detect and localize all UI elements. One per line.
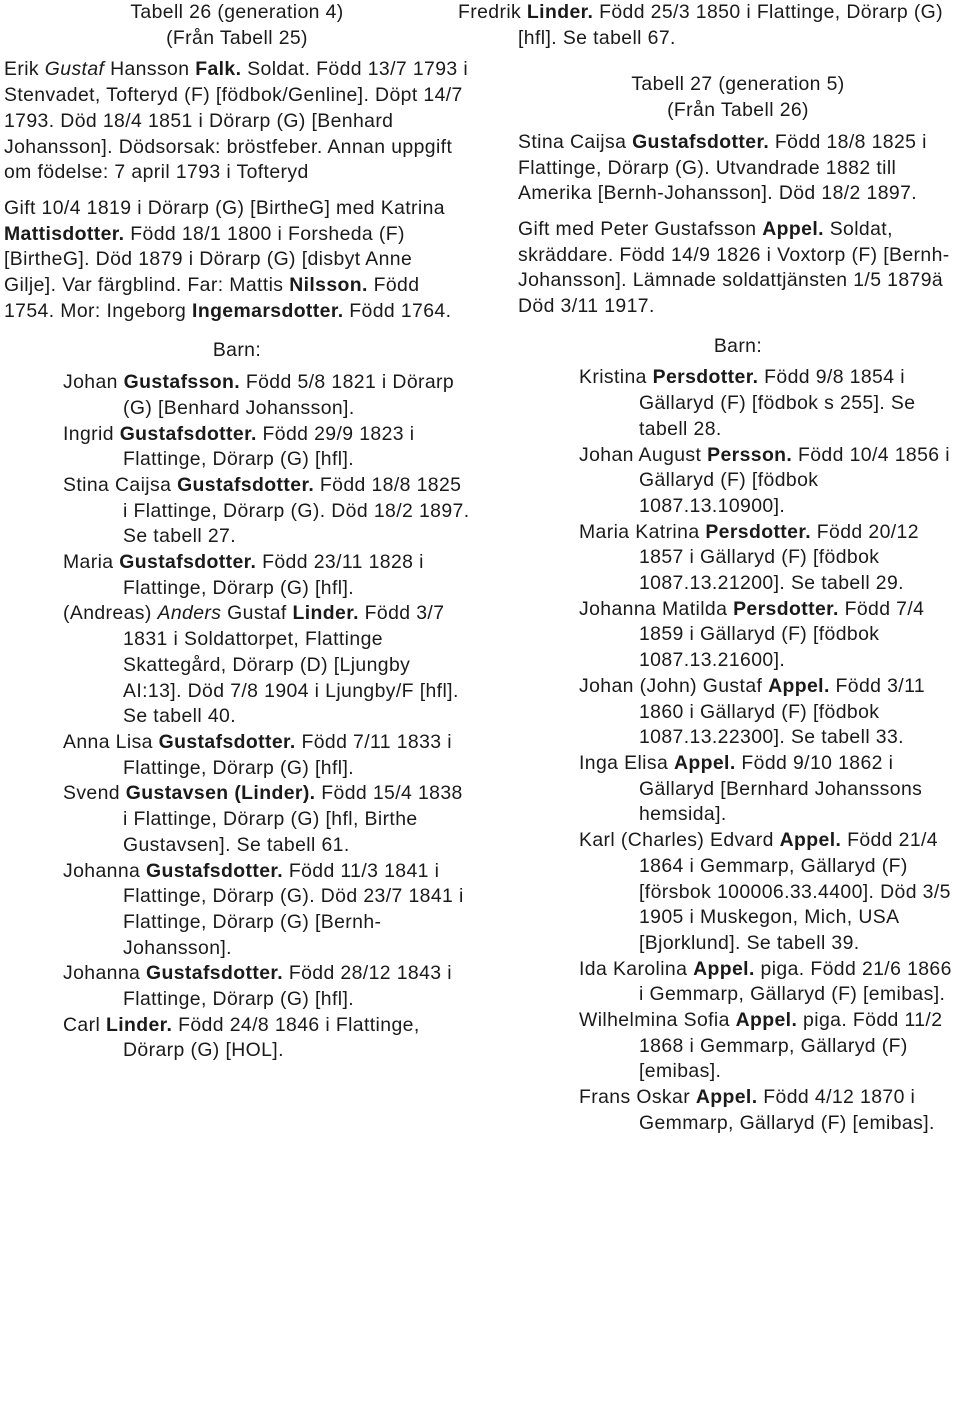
list-item: Johanna Matilda Persdotter. Född 7/4 1859 i Gällaryd (F) [födbok 1087.13.21600]. <box>579 597 925 672</box>
table-source: (Från Tabell 25) <box>166 26 308 49</box>
right-column <box>458 0 958 1137</box>
list-item: Johan Gustafsson. Född 5/8 1821 i Dörarp (G) [Benhard Johansson]. <box>63 371 455 419</box>
list-item: Johanna Gustafsdotter. Född 11/3 1841 i Flattinge, Dörarp (G). Död 23/7 1841 i Flattinge, Dörarp (G) [Bernh-Johansson]. <box>63 859 464 959</box>
marriage-entry: Gift med Peter Gustafsson Appel. Soldat, skräddare. Född 14/9 1826 i Voxtorp (F) [Bernh-Johansson]. Lämnade soldattjänsten 1/5 1879ä Död 3/11 1917. <box>518 217 950 318</box>
list-item: Carl Linder. Född 24/8 1846 i Flattinge, Dörarp (G) [HOL]. <box>63 1013 420 1062</box>
list-item: Maria Gustafsdotter. Född 23/11 1828 i Flattinge, Dörarp (G) [hfl]. <box>63 551 424 599</box>
children-list <box>518 365 958 1136</box>
list-item: Ida Karolina Appel. piga. Född 21/6 1866 i Gemmarp, Gällaryd (F) [emibas]. <box>579 957 952 1006</box>
list-item: Johan August Persson. Född 10/4 1856 i Gällaryd (F) [födbok 1087.13.10900]. <box>579 443 950 517</box>
list-item: Frans Oskar Appel. Född 4/12 1870 i Gemmarp, Gällaryd (F) [emibas]. <box>579 1086 935 1134</box>
list-item: (Andreas) Anders Gustaf Linder. Född 3/7 1831 i Soldattorpet, Flattinge Skattegård, Dörarp (D) [Ljungby AI:13]. Död 7/8 1904 i Ljungby/F [hfl]. Se tabell 40. <box>63 602 459 728</box>
list-item: Maria Katrina Persdotter. Född 20/12 1857 i Gällaryd (F) [födbok 1087.13.21200]. Se tabell 29. <box>579 520 919 595</box>
list-item: Johan (John) Gustaf Appel. Född 3/11 1860 i Gällaryd (F) [födbok 1087.13.22300]. Se tabell 33. <box>579 674 926 749</box>
continued-entry: Fredrik Linder. Född 25/3 1850 i Flattinge, Dörarp (G) [hfl]. Se tabell 67. <box>458 1 944 49</box>
list-item: Johanna Gustafsdotter. Född 28/12 1843 i Flattinge, Dörarp (G) [hfl]. <box>63 962 452 1011</box>
person-entry: Erik Gustaf Hansson Falk. Soldat. Född 13/7 1793 i Stenvadet, Tofteryd (F) [födbok/Genline]. Döpt 14/7 1793. Död 18/4 1851 i Dörarp (G) [Benhard Johansson]. Dödsorsak: bröstfeber. Annan uppgift om födelse: 7 april 1793 i Tofteryd <box>4 58 469 184</box>
list-item: Kristina Persdotter. Född 9/8 1854 i Gällaryd (F) [födbok s 255]. Se tabell 28. <box>579 366 916 440</box>
marriage-entry: Gift 10/4 1819 i Dörarp (G) [BirtheG] med Katrina Mattisdotter. Född 18/1 1800 i Forsheda (F) [BirtheG]. Död 1879 i Dörarp (G) [disbyt Anne Gilje]. Var färgblind. Far: Mattis Nilsson. Född 1754. Mor: Ingeborg Ingemarsdotter. Född 1764. <box>4 196 452 322</box>
list-item: Karl (Charles) Edvard Appel. Född 21/4 1864 i Gemmarp, Gällaryd (F) [försbok 100006.33.4400]. Död 3/5 1905 i Muskegon, Mich, USA [Bjorklund]. Se tabell 39. <box>579 829 951 954</box>
list-item: Anna Lisa Gustafsdotter. Född 7/11 1833 i Flattinge, Dörarp (G) [hfl]. <box>63 730 452 779</box>
list-item: Stina Caijsa Gustafsdotter. Född 18/8 1825 i Flattinge, Dörarp (G). Död 18/2 1897. Se tabell 27. <box>63 473 470 548</box>
left-column <box>4 0 470 1064</box>
children-heading: Barn: <box>713 334 763 357</box>
list-item: Wilhelmina Sofia Appel. piga. Född 11/2 1868 i Gemmarp, Gällaryd (F) [emibas]. <box>579 1009 943 1083</box>
table-source: (Från Tabell 26) <box>667 99 809 122</box>
table-heading: Tabell 26 (generation 4) <box>130 1 344 23</box>
person-entry: Stina Caijsa Gustafsdotter. Född 18/8 1825 i Flattinge, Dörarp (G). Utvandrade 1882 till Amerika [Bernh-Johansson]. Död 18/2 1897. <box>518 130 927 205</box>
table-heading: Tabell 27 (generation 5) <box>631 73 845 96</box>
children-list <box>4 370 470 1064</box>
list-item: Ingrid Gustafsdotter. Född 29/9 1823 i Flattinge, Dörarp (G) [hfl]. <box>63 422 415 471</box>
children-heading: Barn: <box>212 339 262 362</box>
list-item: Inga Elisa Appel. Född 9/10 1862 i Gällaryd [Bernhard Johanssons hemsida]. <box>579 751 923 826</box>
list-item: Svend Gustavsen (Linder). Född 15/4 1838 i Flattinge, Dörarp (G) [hfl, Birthe Gustavsen]. Se tabell 61. <box>63 782 463 856</box>
